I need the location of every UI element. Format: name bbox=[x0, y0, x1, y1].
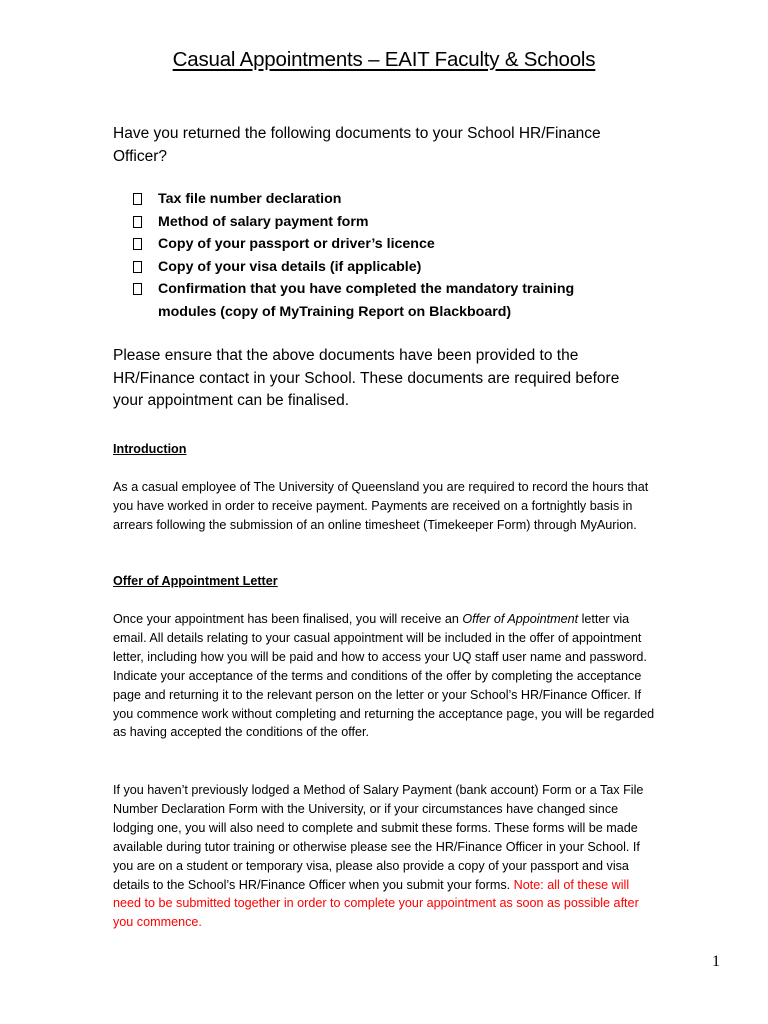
checklist-item-label: Tax file number declaration bbox=[158, 191, 342, 207]
checklist-item-label: Copy of your passport or driver’s licence bbox=[158, 236, 435, 253]
checklist-item-label: Copy of your visa details (if applicable) bbox=[158, 258, 422, 275]
checklist-item-label: Method of salary payment form bbox=[158, 213, 369, 230]
documents-checklist bbox=[133, 188, 633, 324]
checkbox-icon bbox=[133, 283, 142, 295]
checkbox-icon bbox=[133, 261, 142, 273]
offer-paragraph-2: If you haven’t previously lodged a Method of Salary Payment (bank account) Form or a Tax File Number Declaration Form with the University, or if your circumstances have changed since lodging one, you will also need to complete and submit these forms. These forms will be made available during tutor training or otherwise please see the HR/Finance Officer in your School. If you are on a student or temporary visa, please also provide a copy of your passport and visa details to the School’s HR/Finance Officer when you submit your forms. Note: all of these will need to be submitted together in order to complete your appointment as soon as possible after you commence. bbox=[113, 783, 644, 930]
page-title: Casual Appointments – EAIT Faculty & Schools bbox=[172, 48, 596, 71]
introduction-body: As a casual employee of The University of Queensland you are required to record the hours that you have worked in order to receive payment. Payments are received on a fortnightly basis in arrears following the submission of an online timesheet (Timekeeper Form) through MyAurion. bbox=[113, 480, 649, 532]
offer-paragraph-1: Once your appointment has been finalised, you will receive an Offer of Appointment letter via email. All details relating to your casual appointment will be included in the offer of appointment letter, including how you will be paid and how to access your UQ staff user name and password. Indicate your acceptance of the terms and conditions of the offer by completing the acceptance page and returning it to the relevant person on the letter or your School’s HR/Finance Officer. If you commence work without completing and returning the acceptance page, you will be regarded as having accepted the conditions of the offer. bbox=[113, 612, 655, 740]
documents-question: Have you returned the following documents to your School HR/Finance Officer? bbox=[113, 125, 601, 165]
submission-note: Note: all of these will need to be submitted together in order to complete your appointment as soon as possible after you commence. bbox=[113, 877, 639, 930]
checklist-item-tax-file bbox=[133, 188, 633, 211]
checkbox-icon bbox=[133, 193, 142, 205]
ensure-notice: Please ensure that the above documents have been provided to the HR/Finance contact in your School. These documents are required before your appointment can be finalised. bbox=[113, 347, 620, 410]
checkbox-icon bbox=[133, 238, 142, 250]
offer-of-appointment-term: Offer of Appointment bbox=[462, 612, 579, 626]
checklist-item-visa bbox=[133, 256, 633, 279]
checklist-item-salary-payment bbox=[133, 211, 633, 234]
checklist-item-label: Confirmation that you have completed the mandatory training modules (copy of MyTraining Report on Blackboard) bbox=[158, 281, 575, 320]
page-number: 1 bbox=[712, 953, 720, 970]
offer-heading: Offer of Appointment Letter bbox=[113, 574, 278, 588]
checkbox-icon bbox=[133, 216, 142, 228]
checklist-item-training bbox=[133, 278, 633, 323]
introduction-heading: Introduction bbox=[113, 442, 187, 456]
checklist-item-passport bbox=[133, 233, 633, 256]
